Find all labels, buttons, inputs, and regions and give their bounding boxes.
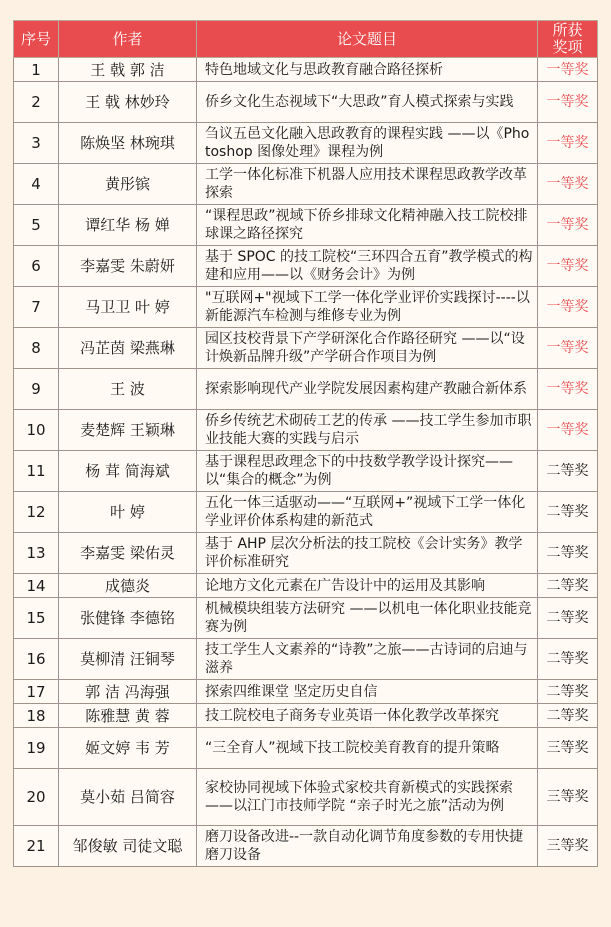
row-title: 探索四维课堂 坚定历史自信 [197,680,538,704]
row-no: 2 [14,82,59,123]
table-row [14,680,598,704]
table-row [14,574,598,598]
row-title: 工学一体化标准下机器人应用技术课程思政教学改革探索 [197,164,538,205]
row-award: 一等奖 [538,164,598,205]
table-row [14,287,598,328]
row-title: 特色地域文化与思政教育融合路径探析 [197,58,538,82]
table-row [14,769,598,826]
row-award: 二等奖 [538,639,598,680]
row-title: 技工院校电子商务专业英语一体化教学改革探究 [197,704,538,728]
row-author: 谭红华 杨 婵 [59,205,197,246]
table-row [14,328,598,369]
row-title: 技工学生人文素养的“诗教”之旅——古诗词的启迪与滋养 [197,639,538,680]
row-title: 刍议五邑文化融入思政教育的课程实践 ——以《Photoshop 图像处理》课程为例 [197,123,538,164]
row-no: 3 [14,123,59,164]
table-header-row [14,21,598,58]
row-award: 一等奖 [538,123,598,164]
row-author: 杨 茸 简海斌 [59,451,197,492]
header-award: 所获奖项 [538,21,598,58]
row-title: 园区技校背景下产学研深化合作路径研究 ——以“设计焕新品牌升级”产学研合作项目为例 [197,328,538,369]
row-author: 郭 洁 冯海强 [59,680,197,704]
row-title: 磨刀设备改进--一款自动化调节角度参数的专用快捷磨刀设备 [197,826,538,867]
row-author: 莫柳清 汪铜琴 [59,639,197,680]
row-no: 10 [14,410,59,451]
row-author: 王 波 [59,369,197,410]
row-title: 基于 AHP 层次分析法的技工院校《会计实务》教学评价标准研究 [197,533,538,574]
row-award: 一等奖 [538,246,598,287]
row-no: 21 [14,826,59,867]
row-author: 冯芷茵 梁燕琳 [59,328,197,369]
row-title: “三全育人”视域下技工院校美育教育的提升策略 [197,728,538,769]
row-award: 二等奖 [538,574,598,598]
row-title: 五化一体三适驱动——“互联网+”视域下工学一体化学业评价体系构建的新范式 [197,492,538,533]
row-award: 一等奖 [538,410,598,451]
row-no: 18 [14,704,59,728]
row-author: 莫小茹 吕简容 [59,769,197,826]
row-title: 论地方文化元素在广告设计中的运用及其影响 [197,574,538,598]
row-author: 王 戟 林妙玲 [59,82,197,123]
table-row [14,826,598,867]
table-row [14,492,598,533]
row-award: 一等奖 [538,205,598,246]
row-author: 王 戟 郭 洁 [59,58,197,82]
table-row [14,410,598,451]
row-award: 二等奖 [538,492,598,533]
row-award: 三等奖 [538,769,598,826]
row-no: 6 [14,246,59,287]
row-no: 19 [14,728,59,769]
row-award: 二等奖 [538,680,598,704]
row-no: 15 [14,598,59,639]
row-title: 机械模块组装方法研究 ——以机电一体化职业技能竞赛为例 [197,598,538,639]
row-title: 基于课程思政理念下的中技数学教学设计探究——以“集合的概念”为例 [197,451,538,492]
row-no: 1 [14,58,59,82]
table-body [14,58,598,867]
row-award: 一等奖 [538,287,598,328]
row-author: 马卫卫 叶 婷 [59,287,197,328]
row-author: 陈焕坚 林琬琪 [59,123,197,164]
row-award: 三等奖 [538,826,598,867]
row-author: 黄彤镔 [59,164,197,205]
header-title: 论文题目 [197,21,538,58]
table-row [14,533,598,574]
row-author: 姬文婷 韦 芳 [59,728,197,769]
row-no: 8 [14,328,59,369]
row-author: 陈雅慧 黄 蓉 [59,704,197,728]
row-title: 基于 SPOC 的技工院校“三环四合五育”教学模式的构建和应用——以《财务会计》为例 [197,246,538,287]
row-award: 二等奖 [538,533,598,574]
row-title: 家校协同视域下体验式家校共育新模式的实践探索——以江门市技师学院 “亲子时光之旅”活动为例 [197,769,538,826]
table-row [14,728,598,769]
row-title: 探索影响现代产业学院发展因素构建产教融合新体系 [197,369,538,410]
table-row [14,704,598,728]
table-row [14,82,598,123]
row-author: 李嘉雯 朱蔚妍 [59,246,197,287]
row-author: 叶 婷 [59,492,197,533]
table-row [14,451,598,492]
row-author: 麦楚辉 王颖琳 [59,410,197,451]
table-row [14,123,598,164]
row-no: 13 [14,533,59,574]
row-no: 17 [14,680,59,704]
table-row [14,164,598,205]
row-title: 侨乡传统艺术砌砖工艺的传承 ——技工学生参加市职业技能大赛的实践与启示 [197,410,538,451]
row-author: 邹俊敏 司徒文聪 [59,826,197,867]
row-award: 二等奖 [538,451,598,492]
table-row [14,58,598,82]
table-row [14,369,598,410]
row-no: 4 [14,164,59,205]
row-no: 11 [14,451,59,492]
row-award: 二等奖 [538,704,598,728]
row-award: 三等奖 [538,728,598,769]
row-title: 侨乡文化生态视域下“大思政”育人模式探索与实践 [197,82,538,123]
row-award: 一等奖 [538,58,598,82]
row-award: 一等奖 [538,328,598,369]
row-no: 7 [14,287,59,328]
award-table [13,20,598,867]
row-award: 一等奖 [538,82,598,123]
row-no: 5 [14,205,59,246]
row-no: 14 [14,574,59,598]
table-row [14,205,598,246]
row-award: 二等奖 [538,598,598,639]
row-author: 张健锋 李德铭 [59,598,197,639]
row-title: "互联网+"视域下工学一体化学业评价实践探讨----以新能源汽车检测与维修专业为例 [197,287,538,328]
row-no: 16 [14,639,59,680]
row-author: 成德炎 [59,574,197,598]
row-no: 12 [14,492,59,533]
row-title: “课程思政”视域下侨乡排球文化精神融入技工院校排球课之路径探究 [197,205,538,246]
row-author: 李嘉雯 梁佑灵 [59,533,197,574]
table-row [14,246,598,287]
row-no: 20 [14,769,59,826]
table-row [14,639,598,680]
header-author: 作者 [59,21,197,58]
row-award: 一等奖 [538,369,598,410]
table-row [14,598,598,639]
row-no: 9 [14,369,59,410]
header-no: 序号 [14,21,59,58]
